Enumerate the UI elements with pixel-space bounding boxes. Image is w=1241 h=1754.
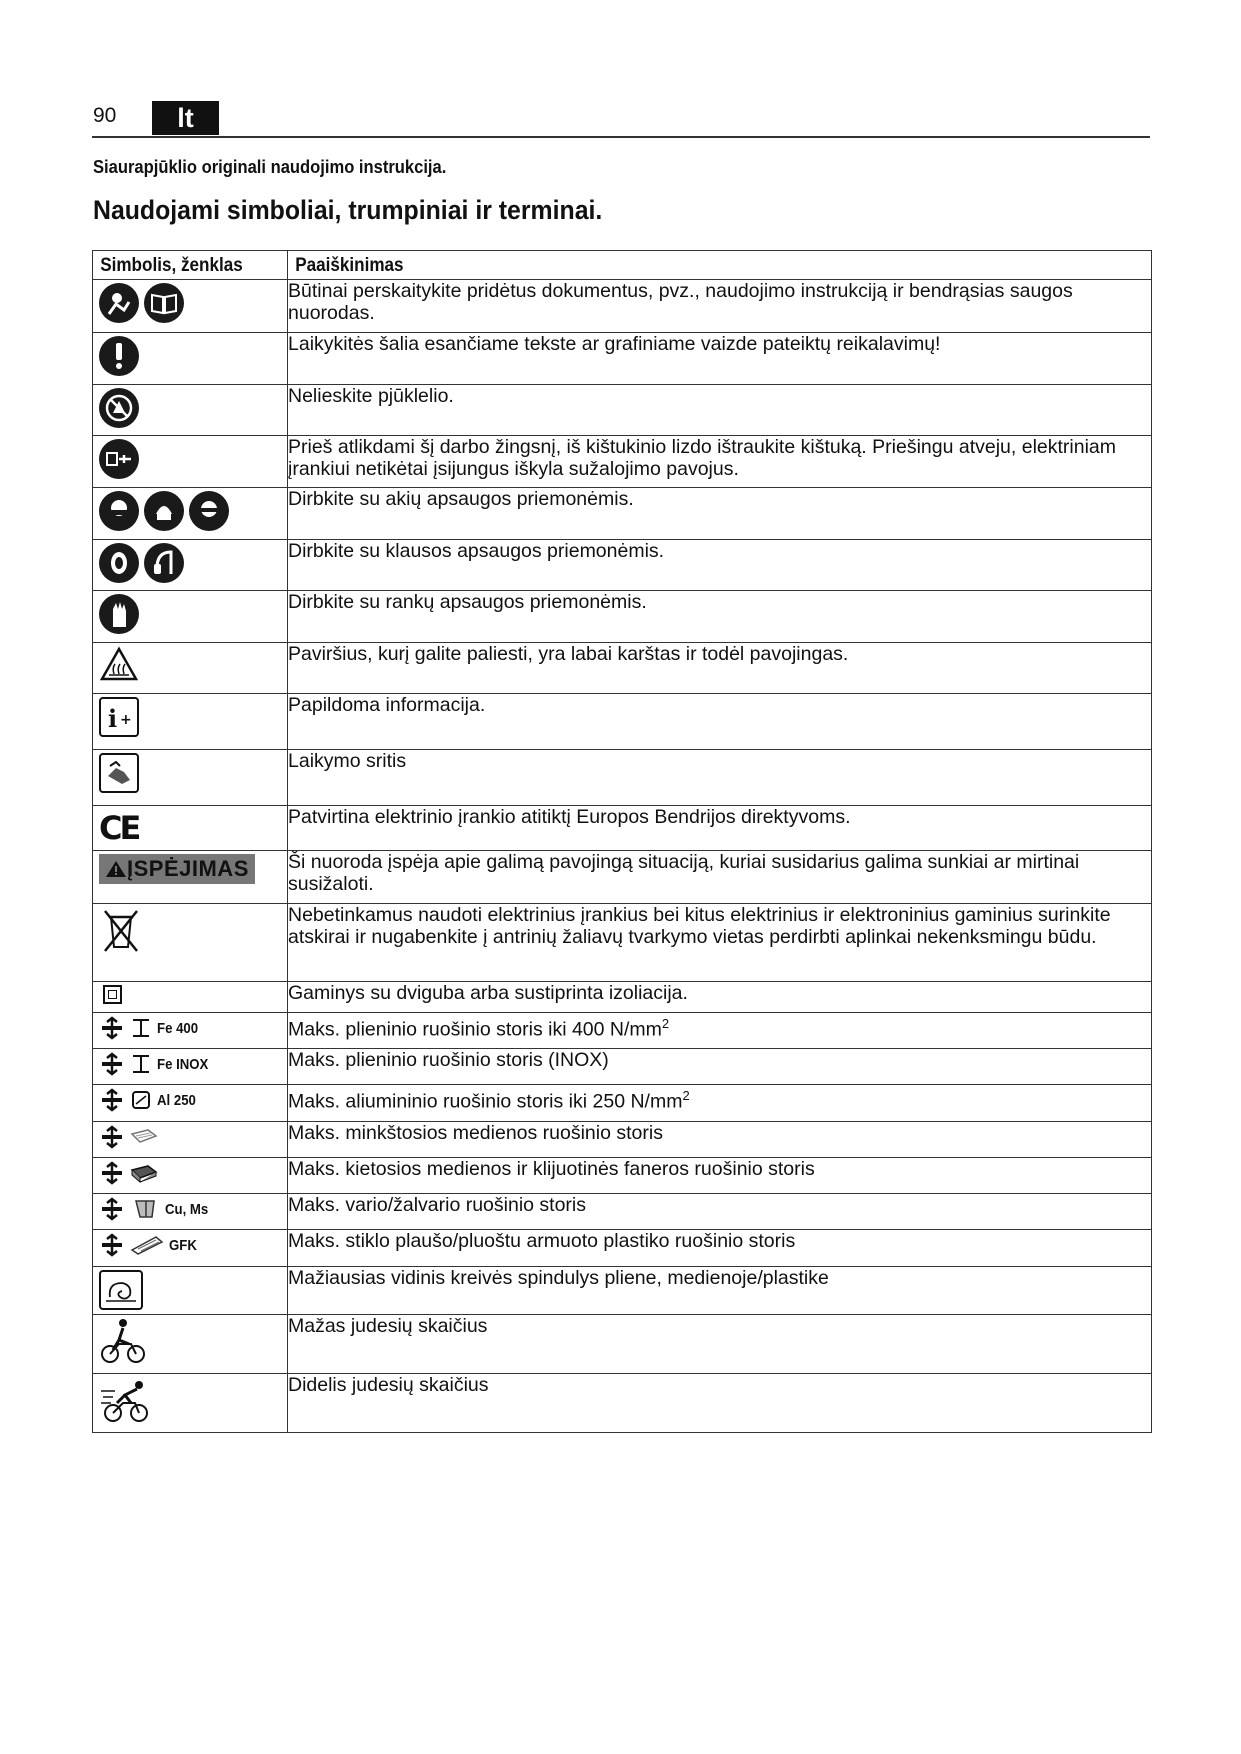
row-text: Dirbkite su akių apsaugos priemonėmis. bbox=[288, 488, 1152, 540]
table-row bbox=[93, 806, 1152, 851]
row-text: Laikymo sritis bbox=[288, 750, 1152, 806]
row-text: Nebetinkamus naudoti elektrinius įrankius bei kitus elektrinius ir elektroninius gaminius surinkite atskirai ir nugabenkite į antrinių žaliavų tvarkymo vietas perdirbti aplinkai nekenksmingu būdu. bbox=[288, 904, 1152, 982]
double-insulation-icon bbox=[103, 985, 122, 1004]
table-row bbox=[93, 1049, 1152, 1085]
table-row bbox=[93, 643, 1152, 694]
material-label: Fe INOX bbox=[157, 1055, 209, 1073]
earmuffs-icon bbox=[144, 543, 184, 583]
gloves-icon bbox=[99, 594, 139, 634]
table-row bbox=[93, 1374, 1152, 1433]
hardwood-icon bbox=[130, 1162, 158, 1184]
book-icon bbox=[144, 283, 184, 323]
svg-text:i: i bbox=[108, 704, 118, 732]
bicycle-fast-icon bbox=[99, 1377, 151, 1423]
page-number: 90 bbox=[93, 104, 117, 127]
table-row bbox=[93, 1013, 1152, 1049]
table-row bbox=[93, 982, 1152, 1013]
weee-bin-icon bbox=[99, 907, 143, 955]
row-text: Nelieskite pjūklelio. bbox=[288, 385, 1152, 436]
table-row bbox=[93, 591, 1152, 643]
row-text: Būtinai perskaitykite pridėtus dokumentus, pvz., naudojimo instrukciją ir bendrąsias saugos nuorodas. bbox=[288, 280, 1152, 333]
cut-depth-icon bbox=[99, 1125, 125, 1149]
row-text: Maks. kietosios medienos ir klijuotinės faneros ruošinio storis bbox=[288, 1158, 1152, 1194]
table-row bbox=[93, 1122, 1152, 1158]
material-label: Fe 400 bbox=[157, 1019, 199, 1037]
cut-depth-icon bbox=[99, 1088, 125, 1112]
symbols-table bbox=[92, 250, 1152, 1433]
fibreglass-icon bbox=[130, 1234, 164, 1256]
row-text: Dirbkite su klausos apsaugos priemonėmis. bbox=[288, 540, 1152, 591]
unplug-icon bbox=[99, 439, 139, 479]
table-row bbox=[93, 1230, 1152, 1267]
face-shield-icon bbox=[144, 491, 184, 531]
row-text: Maks. plieninio ruošinio storis (INOX) bbox=[288, 1049, 1152, 1085]
header-explanation: Paaiškinimas bbox=[288, 251, 1152, 280]
document-subtitle: Siaurapjūklio originali naudojimo instrukcija. bbox=[93, 157, 447, 177]
table-row bbox=[93, 436, 1152, 488]
table-row bbox=[93, 694, 1152, 750]
svg-text:+: + bbox=[120, 712, 132, 728]
table-row bbox=[93, 540, 1152, 591]
row-text: Patvirtina elektrinio įrankio atitiktį Europos Bendrijos direktyvoms. bbox=[288, 806, 1152, 851]
table-row bbox=[93, 1194, 1152, 1230]
ce-mark-icon: CE bbox=[99, 809, 139, 847]
ear-protection-icon bbox=[99, 543, 139, 583]
no-touch-blade-icon bbox=[99, 388, 139, 428]
table-row bbox=[93, 1267, 1152, 1315]
row-text: Laikykitės šalia esančiame tekste ar grafiniame vaizde pateiktų reikalavimų! bbox=[288, 333, 1152, 385]
table-row bbox=[93, 280, 1152, 333]
safety-glasses-icon bbox=[189, 491, 229, 531]
steel-profile-icon bbox=[130, 1052, 152, 1076]
material-label: GFK bbox=[169, 1236, 197, 1254]
row-text: Ši nuoroda įspėja apie galimą pavojingą situaciją, kuriai susidarius galima sunkiai ar mirtinai susižaloti. bbox=[288, 851, 1152, 904]
row-text: Maks. vario/žalvario ruošinio storis bbox=[288, 1194, 1152, 1230]
cut-depth-icon bbox=[99, 1161, 125, 1185]
steel-profile-icon bbox=[130, 1016, 152, 1040]
material-label: Cu, Ms bbox=[165, 1200, 209, 1218]
table-row bbox=[93, 750, 1152, 806]
row-text: Maks. minkštosios medienos ruošinio storis bbox=[288, 1122, 1152, 1158]
copper-profile-icon bbox=[130, 1197, 160, 1221]
table-row bbox=[93, 488, 1152, 540]
table-row bbox=[93, 851, 1152, 904]
row-text: Paviršius, kurį galite paliesti, yra labai karštas ir todėl pavojingas. bbox=[288, 643, 1152, 694]
hot-surface-icon bbox=[99, 646, 139, 682]
row-text: Gaminys su dviguba arba sustiprinta izoliacija. bbox=[288, 982, 1152, 1013]
row-text: Mažas judesių skaičius bbox=[288, 1315, 1152, 1374]
section-title: Naudojami simboliai, trumpiniai ir terminai. bbox=[93, 195, 603, 225]
header-symbol: Simbolis, ženklas bbox=[93, 251, 288, 280]
softwood-icon bbox=[130, 1126, 158, 1148]
row-text: Prieš atlikdami šį darbo žingsnį, iš kištukinio lizdo ištraukite kištuką. Priešingu atveju, elektriniam įrankiui netikėtai įsijungus iškyla sužalojimo pavojus. bbox=[288, 436, 1152, 488]
grip-area-icon bbox=[99, 753, 139, 793]
row-text: Maks. aliumininio ruošinio storis iki 250 $N/mm^2$ bbox=[288, 1085, 1152, 1122]
goggles-icon bbox=[99, 491, 139, 531]
warning-badge: ĮSPĖJIMAS bbox=[99, 854, 255, 884]
table-row bbox=[93, 333, 1152, 385]
row-text: Maks. plieninio ruošinio storis iki 400 $N/mm^2$ bbox=[288, 1013, 1152, 1049]
table-row bbox=[93, 1158, 1152, 1194]
row-text: Dirbkite su rankų apsaugos priemonėmis. bbox=[288, 591, 1152, 643]
header-rule bbox=[92, 136, 1150, 138]
language-badge: lt bbox=[152, 101, 219, 135]
cut-depth-icon bbox=[99, 1052, 125, 1076]
row-text: Mažiausias vidinis kreivės spindulys pliene, medienoje/plastike bbox=[288, 1267, 1152, 1315]
table-row bbox=[93, 385, 1152, 436]
cut-depth-icon bbox=[99, 1016, 125, 1040]
table-row bbox=[93, 904, 1152, 982]
read-manual-icon bbox=[99, 283, 139, 323]
cut-depth-icon bbox=[99, 1197, 125, 1221]
row-text: Didelis judesių skaičius bbox=[288, 1374, 1152, 1433]
aluminium-profile-icon bbox=[130, 1088, 152, 1112]
row-text: Papildoma informacija. bbox=[288, 694, 1152, 750]
table-row bbox=[93, 1085, 1152, 1122]
bicycle-slow-icon bbox=[99, 1318, 147, 1364]
row-text: Maks. stiklo plaušo/pluoštu armuoto plastiko ruošinio storis bbox=[288, 1230, 1152, 1267]
curve-radius-icon bbox=[99, 1270, 143, 1310]
info-icon bbox=[99, 697, 139, 737]
table-row bbox=[93, 1315, 1152, 1374]
table-header-row bbox=[93, 251, 1152, 280]
cut-depth-icon bbox=[99, 1233, 125, 1257]
exclamation-icon bbox=[99, 336, 139, 376]
material-label: Al 250 bbox=[157, 1091, 196, 1109]
